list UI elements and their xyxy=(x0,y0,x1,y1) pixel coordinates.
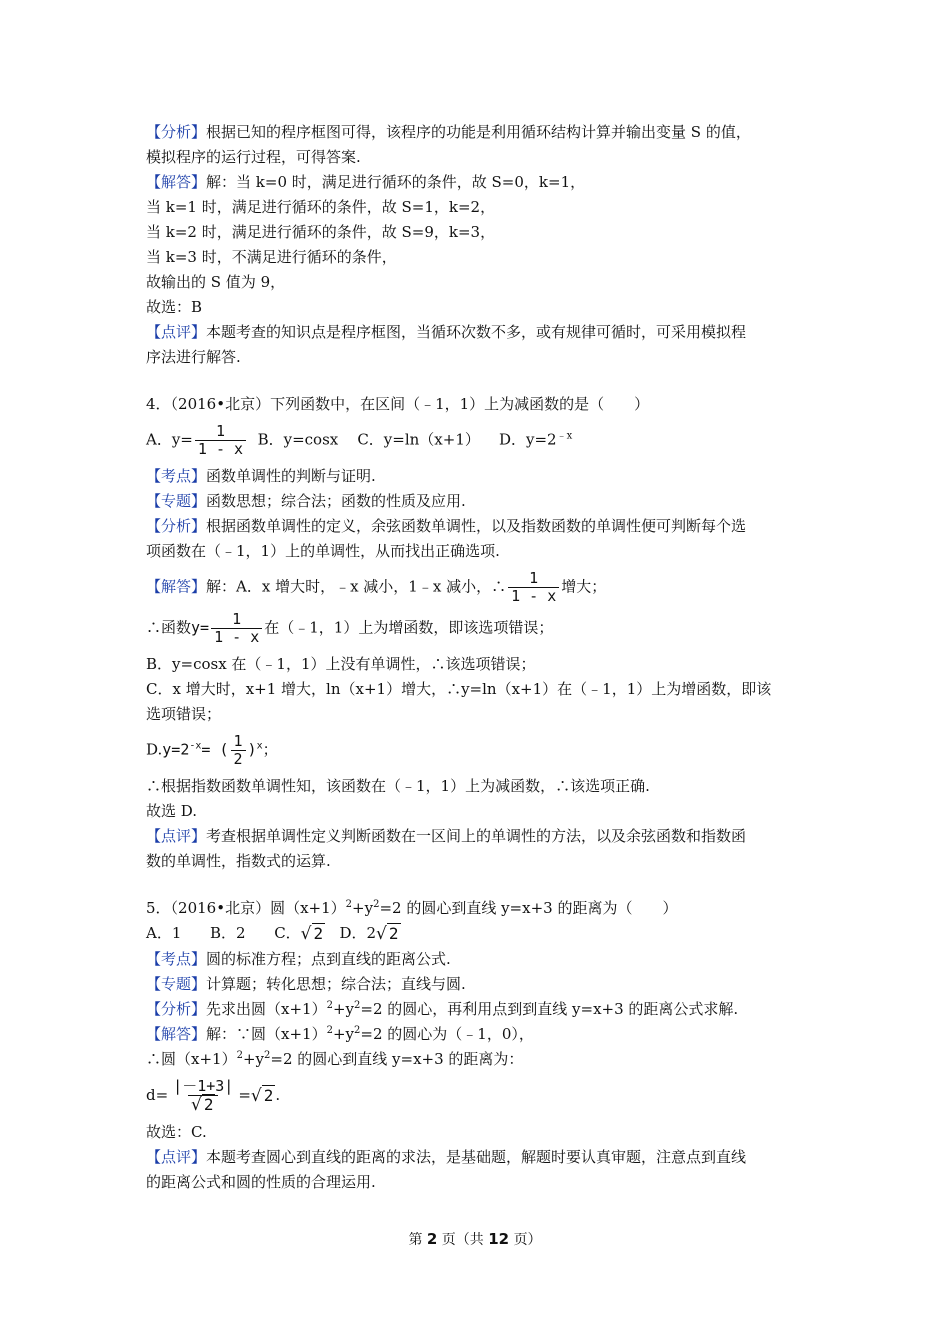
q4-answer-line-7: ∴根据指数函数单调性知，该函数在（﹣1，1）上为减函数，∴该选项正确. xyxy=(146,777,650,795)
q5-answer-4-sup-1: 2 xyxy=(236,1050,243,1061)
q4-zhuanti-line xyxy=(146,489,816,514)
q5-options xyxy=(146,921,816,947)
page-footer xyxy=(0,1229,950,1249)
q4-analysis-text: 根据函数单调性的定义，余弦函数单调性，以及指数函数的单调性便可判断每个选 xyxy=(206,517,747,535)
q4-answer-2-pre: ∴函数 xyxy=(146,618,192,637)
q3-answer-line-2: 当 k=1 时，满足进行循环的条件，故 S=1，k=2， xyxy=(146,198,496,216)
q5-option-a: A．1 xyxy=(146,924,182,942)
q4-answer-2-tail: 在（﹣1，1）上为增函数，即该选项错误； xyxy=(264,618,554,637)
q4-answer-6-exponent: -x xyxy=(189,740,202,752)
zhuanti-tag: 【专题】 xyxy=(146,492,207,510)
q5-analysis-1: 先求出圆（x+1） xyxy=(206,1000,327,1018)
q5-stem-sup-2: 2 xyxy=(373,899,380,910)
q3-analysis-line-2: 模拟程序的运行过程，可得答案. xyxy=(146,148,361,166)
q3-answer-line-4: 当 k=3 时，不满足进行循环的条件， xyxy=(146,248,397,266)
comment-tag: 【点评】 xyxy=(146,323,207,341)
q4-option-b: B．y=cosx xyxy=(257,430,339,449)
q5-option-c: C． xyxy=(274,924,301,942)
analysis-tag: 【分析】 xyxy=(146,1000,207,1018)
q4-answer-line-5: 选项错误； xyxy=(146,705,222,723)
q5-answer-line-2 xyxy=(146,1047,816,1072)
analysis-tag: 【分析】 xyxy=(146,123,207,141)
q5-option-d: D．2 xyxy=(339,924,377,942)
answer-tag: 【解答】 xyxy=(146,1025,207,1043)
q5-answer-4c: =2 的圆心到直线 y=x+3 的距离为： xyxy=(270,1050,524,1068)
q5-stem-2: +y xyxy=(352,899,374,917)
q4-answer-6-pre: D. xyxy=(146,740,163,759)
q5-option-b: B．2 xyxy=(210,924,246,942)
q4-kaodian-text: 函数单调性的判断与证明. xyxy=(206,467,376,485)
kaodian-tag: 【考点】 xyxy=(146,950,207,968)
q5-zhuanti-line xyxy=(146,972,816,997)
q5-answer-5-eq: = xyxy=(238,1086,251,1104)
radicand: 2 xyxy=(203,1095,214,1114)
fraction-denominator: 1 - x xyxy=(508,587,559,605)
q5-stem-3: =2 的圆心到直线 y=x+3 的距离为（ ） xyxy=(379,899,678,917)
radical-sign: √ xyxy=(300,924,312,944)
q5-kaodian-text: 圆的标准方程；点到直线的距离公式. xyxy=(206,950,451,968)
q4-answer-line-6 xyxy=(146,733,816,768)
q5-answer-1: 解：∵圆（x+1） xyxy=(206,1025,327,1043)
q4-options xyxy=(146,423,816,458)
radicand: 2 xyxy=(388,924,399,943)
q3-comment-line xyxy=(146,320,816,345)
q4-answer-fraction xyxy=(508,570,559,605)
comment-tag: 【点评】 xyxy=(146,827,207,845)
q3-answer-line-6: 故选：B xyxy=(146,298,203,316)
document-page xyxy=(146,120,816,1195)
fraction-numerator: 1 xyxy=(233,732,243,750)
q5-comment-line-2: 的距离公式和圆的性质的合理运用. xyxy=(146,1173,376,1191)
answer-tag: 【解答】 xyxy=(146,173,207,191)
q4-answer-6-close: ) xyxy=(247,740,257,759)
q4-comment-line xyxy=(146,824,816,849)
q4-answer-6-exponent-2: x xyxy=(256,740,263,752)
q5-zhuanti-text: 计算题；转化思想；综合法；直线与圆. xyxy=(206,975,466,993)
analysis-tag: 【分析】 xyxy=(146,517,207,535)
fraction-denominator: 1 - x xyxy=(195,440,246,458)
spacer xyxy=(146,874,816,896)
q5-answer-5-pre: d= xyxy=(146,1086,169,1104)
radical-sign: √ xyxy=(376,924,387,944)
q5-answer-4b: +y xyxy=(242,1050,264,1068)
q5-answer-line-4: 故选：C. xyxy=(146,1123,207,1141)
q3-answer-line-3: 当 k=2 时，满足进行循环的条件，故 S=9，k=3， xyxy=(146,223,496,241)
answer-tag: 【解答】 xyxy=(146,577,207,596)
fraction-denominator: 1 - x xyxy=(211,628,262,646)
fraction-numerator: 1 xyxy=(529,569,539,587)
q3-analysis-text: 根据已知的程序框图可得，该程序的功能是利用循环结构计算并输出变量 S 的值， xyxy=(206,123,751,141)
q5-answer-sup-1: 2 xyxy=(326,1025,333,1036)
q5-analysis-2: +y xyxy=(332,1000,355,1018)
q5-stem xyxy=(146,896,816,921)
q4-answer-text: 解：A．x 增大时，﹣x 减小，1﹣x 减小，∴ xyxy=(206,577,507,596)
fraction-numerator: |－1+3| xyxy=(173,1077,234,1095)
q4-comment-line-2: 数的单调性，指数式的运算. xyxy=(146,852,331,870)
sqrt-symbol xyxy=(301,921,325,947)
q5-answer-4-sup-2: 2 xyxy=(264,1050,271,1061)
radical-sign: √ xyxy=(191,1095,202,1115)
q4-option-a-label: A．y= xyxy=(146,430,193,449)
q5-analysis-sup-2: 2 xyxy=(354,1000,361,1011)
footer-total-pages: 12 xyxy=(488,1230,510,1248)
q5-kaodian-line xyxy=(146,947,816,972)
q4-option-d: D．y=2 xyxy=(498,430,557,449)
q5-answer-5-end: . xyxy=(275,1086,281,1104)
footer-page-number: 2 xyxy=(426,1230,438,1248)
kaodian-tag: 【考点】 xyxy=(146,467,207,485)
q5-analysis-sup-1: 2 xyxy=(326,1000,333,1011)
q3-analysis-line xyxy=(146,120,816,145)
footer-pre: 第 xyxy=(408,1232,423,1248)
q3-comment-text: 本题考查的知识点是程序框图，当循环次数不多，或有规律可循时，可采用模拟程 xyxy=(206,323,747,341)
q5-comment-text: 本题考查圆心到直线的距离的求法，是基础题，解题时要认真审题，注意点到直线 xyxy=(206,1148,747,1166)
radicand: 2 xyxy=(263,1086,274,1105)
q5-analysis-line xyxy=(146,997,816,1022)
sqrt-symbol xyxy=(251,1081,275,1111)
q4-option-a-fraction xyxy=(195,423,246,458)
q5-answer-sup-2: 2 xyxy=(354,1025,361,1036)
fraction-denominator xyxy=(188,1095,218,1114)
q4-analysis-line xyxy=(146,514,816,539)
q5-analysis-3: =2 的圆心，再利用点到到直线 y=x+3 的距离公式求解. xyxy=(360,1000,739,1018)
q5-answer-2: +y xyxy=(332,1025,355,1043)
q4-answer-line-2 xyxy=(146,611,816,646)
fraction-denominator: 2 xyxy=(231,750,246,768)
q3-comment-line-2: 序法进行解答. xyxy=(146,348,241,366)
q4-option-c: C．y=ln（x+1） xyxy=(357,430,480,449)
q5-comment-line xyxy=(146,1145,816,1170)
q4-option-d-exponent: ﹣x xyxy=(556,430,573,442)
q4-kaodian-line xyxy=(146,464,816,489)
q3-answer-line-5: 故输出的 S 值为 9， xyxy=(146,273,286,291)
q5-answer-4: ∴圆（x+1） xyxy=(146,1050,237,1068)
q4-answer-line xyxy=(146,570,816,605)
q4-answer-6-end: ； xyxy=(262,740,278,759)
sqrt-symbol xyxy=(376,921,400,947)
zhuanti-tag: 【专题】 xyxy=(146,975,207,993)
q4-answer-line-8: 故选 D. xyxy=(146,802,198,820)
fraction-numerator: 1 xyxy=(232,610,242,628)
sqrt-symbol xyxy=(191,1096,215,1114)
q4-answer-6-fraction xyxy=(231,733,246,768)
q4-answer-line-3: B．y=cosx 在（﹣1，1）上没有单调性，∴该选项错误； xyxy=(146,655,536,673)
footer-mid: 页（共 xyxy=(441,1232,484,1248)
q5-answer-line-3 xyxy=(146,1078,816,1114)
q4-answer-6-expr: y=2 xyxy=(162,740,190,759)
q4-comment-text: 考查根据单调性定义判断函数在一区间上的单调性的方法，以及余弦函数和指数函 xyxy=(206,827,747,845)
q5-stem-sup-1: 2 xyxy=(345,899,353,910)
q4-zhuanti-text: 函数思想；综合法；函数的性质及应用. xyxy=(206,492,466,510)
comment-tag: 【点评】 xyxy=(146,1148,207,1166)
footer-post: 页） xyxy=(513,1232,542,1248)
q3-answer-line xyxy=(146,170,816,195)
q4-answer-2-fraction xyxy=(211,611,262,646)
spacer xyxy=(146,370,816,392)
q4-answer-line-4: C．x 增大时，x+1 增大，ln（x+1）增大，∴y=ln（x+1）在（﹣1，1）上为增函数，即该 xyxy=(146,680,772,698)
radical-sign: √ xyxy=(250,1086,262,1106)
q5-distance-fraction xyxy=(170,1078,236,1114)
q5-answer-line xyxy=(146,1022,816,1047)
q3-answer-text: 解：当 k=0 时，满足进行循环的条件，故 S=0，k=1， xyxy=(206,173,586,191)
q4-analysis-line-2: 项函数在（﹣1，1）上的单调性，从而找出正确选项. xyxy=(146,542,500,560)
radicand: 2 xyxy=(313,924,324,943)
q4-answer-tail: 增大； xyxy=(561,577,607,596)
q4-answer-2-y: y= xyxy=(191,618,210,637)
q5-stem-1: 5．（2016•北京）圆（x+1） xyxy=(146,899,346,917)
q4-answer-6-eq: = ( xyxy=(201,740,229,759)
q5-answer-3: =2 的圆心为（﹣1，0）， xyxy=(360,1025,534,1043)
q4-stem: 4．（2016•北京）下列函数中，在区间（﹣1，1）上为减函数的是（ ） xyxy=(146,395,650,413)
fraction-numerator: 1 xyxy=(215,422,225,440)
